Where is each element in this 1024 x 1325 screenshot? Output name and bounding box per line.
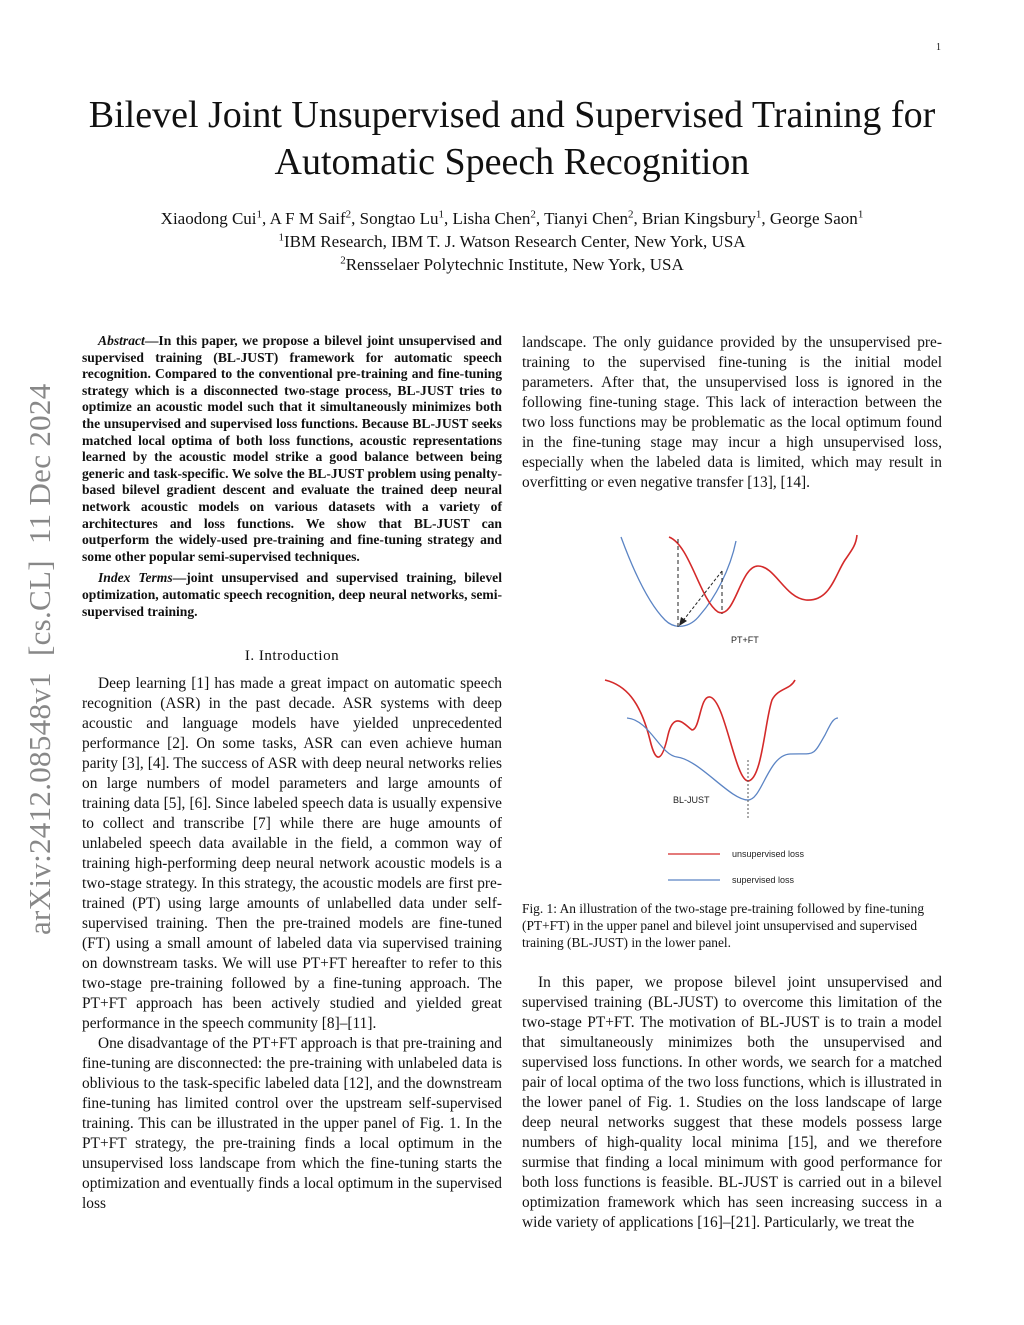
figure-1: [590, 525, 880, 895]
intro-paragraph-2: One disadvantage of the PT+FT approach is that pre-training and fine-tuning are disconnected: the pre-training with unlabeled data is oblivious to the task-specific labeled data [12], and the downstream fine-tuning has limited control over the upstream self-supervised training. This can be illustrated in the upper panel of Fig. 1. In the PT+FT strategy, the pre-training finds a local optimum in the unsupervised loss landscape from which the fine-tuning starts the optimization and eventually finds a local optimum in the supervised loss: [82, 1035, 502, 1213]
section-heading: I. Introduction: [244, 648, 340, 665]
author-name: Xiaodong Cui$^1$: [160, 208, 263, 228]
legend-label-supervised: supervised loss: [732, 875, 795, 885]
page-number: 1: [936, 42, 941, 53]
legend-label-unsupervised: unsupervised loss: [732, 849, 805, 859]
panel-bottom-label: BL-JUST: [673, 795, 710, 805]
bottom-unsupervised-curve: [605, 680, 795, 781]
abstract: Abstract—In this paper, we propose a bilevel joint unsupervised and supervised training (BL-JUST) framework for automatic speech recognition. Compared to the conventional pre-training and fine-tuning strategy which is a disconnected two-stage process, BL-JUST tries to optimize an acoustic model such that it simultaneously minimizes both the unsupervised and supervised loss functions. Because BL-JUST seeks matched local optima of both loss functions, acoustic representations learned by the acoustic model strike a good balance between being generic and task-specific. We solve the BL-JUST problem using penalty-based bilevel gradient descent and evaluate the trained deep neural network acoustic models on various datasets with a variety of architectures and loss functions. We show that BL-JUST can outperform the widely-used pre-training and fine-tuning strategy and some other popular semi-supervised techniques.: [82, 333, 502, 564]
top-unsupervised-curve: [669, 535, 857, 613]
arrow-head: [679, 617, 687, 626]
index-terms: Index Terms—joint unsupervised and supervised training, bilevel optimization, automatic speech recognition, deep neural networks, semi-supervised training.: [82, 570, 502, 619]
arxiv-watermark: arXiv:2412.08548v1 [cs.CL] 11 Dec 2024: [22, 383, 57, 935]
right-paragraph-2: In this paper, we propose bilevel joint unsupervised and supervised training (BL-JUST) to overcome this limitation of the two-stage PT+FT. The motivation of BL-JUST is to train a model that simultaneously minimizes both the unsupervised and supervised loss functions. In other words, we search for a matched pair of local optima of the two loss functions, which is illustrated in the lower panel of Fig. 1. Studies on the loss landscape of large deep neural networks suggest that these models possess large numbers of high-quality local minima [15], and we therefore surmise that finding a local minimum with good performance for both loss functions is feasible. BL-JUST is carried out in a bilevel optimization framework which has seen increasing success in a wide variety of applications [16]–[21]. Particularly, we treat the: [522, 974, 942, 1231]
right-column: [522, 333, 942, 493]
author-name: A F M Saif$^2$: [269, 208, 352, 228]
author-list: Xiaodong Cui$^1$, A F M Saif$^2$, Songtao Lu$^1$, Lisha Chen$^2$, Tianyi Chen$^2$, Brian Kingsbury$^1$, George Saon$^1$: [160, 208, 864, 228]
affiliation-2: $^2$Rensselaer Polytechnic Institute, New York, USA: [340, 254, 684, 274]
author-name: Lisha Chen$^2$: [452, 208, 536, 228]
author-name: Tianyi Chen$^2$: [544, 208, 634, 228]
author-name: George Saon$^1$: [769, 208, 864, 228]
left-column: [82, 333, 502, 1214]
intro-paragraph-1: Deep learning [1] has made a great impact on automatic speech recognition (ASR) in the past decade. ASR systems with deep acoustic and language models have yielded unprecedented performance [2]. On some tasks, ASR can even achieve human parity [3], [4]. The success of ASR with deep neural networks relies on large numbers of model parameters and large amounts of training data [5], [6]. Since labeled speech data is usually expensive to collect and transcribe [7] while there are huge amounts of unlabeled speech data available in the field, a common way of training high-performing deep neural network acoustic models is a two-stage strategy. In this strategy, the acoustic models are first pre-trained (PT) using large amounts of unlabelled data under self-supervised training. Then the pre-trained models are fine-tuned (FT) using a small amount of labeled data via supervised training on downstream tasks. We will use PT+FT hereafter to refer to this two-stage pre-training followed by a fine-tuning approach. The PT+FT approach has been actively studied and yielded great performance in the speech community [8]–[11].: [82, 675, 502, 1033]
right-paragraph-1: landscape. The only guidance provided by the unsupervised pre-training to the supervised fine-tuning is the initial model parameters. After that, the unsupervised loss is ignored in the following fine-tuning stage. This lack of interaction between the two loss functions may be problematic as the local optimum found in the fine-tuning stage may incur a high unsupervised loss, especially when the labeled data is limited, which may result in overfitting or even negative transfer [13], [14].: [522, 334, 942, 491]
arrow-line: [682, 571, 722, 622]
paper-title: Bilevel Joint Unsupervised and Supervised Training for Automatic Speech Recognition: [88, 94, 936, 183]
panel-top-label: PT+FT: [731, 635, 759, 645]
bottom-supervised-curve: [627, 718, 838, 800]
figure-caption: Fig. 1: An illustration of the two-stage pre-training followed by fine-tuning (PT+FT) in the upper panel and bilevel joint unsupervised and supervised training (BL-JUST) in the lower panel.: [522, 901, 925, 950]
right-column-continued: [522, 973, 942, 1233]
author-name: Brian Kingsbury$^1$: [642, 208, 762, 228]
author-block: [40, 207, 984, 276]
author-name: Songtao Lu$^1$: [359, 208, 444, 228]
affiliation-1: $^1$IBM Research, IBM T. J. Watson Research Center, New York, USA: [278, 231, 746, 251]
